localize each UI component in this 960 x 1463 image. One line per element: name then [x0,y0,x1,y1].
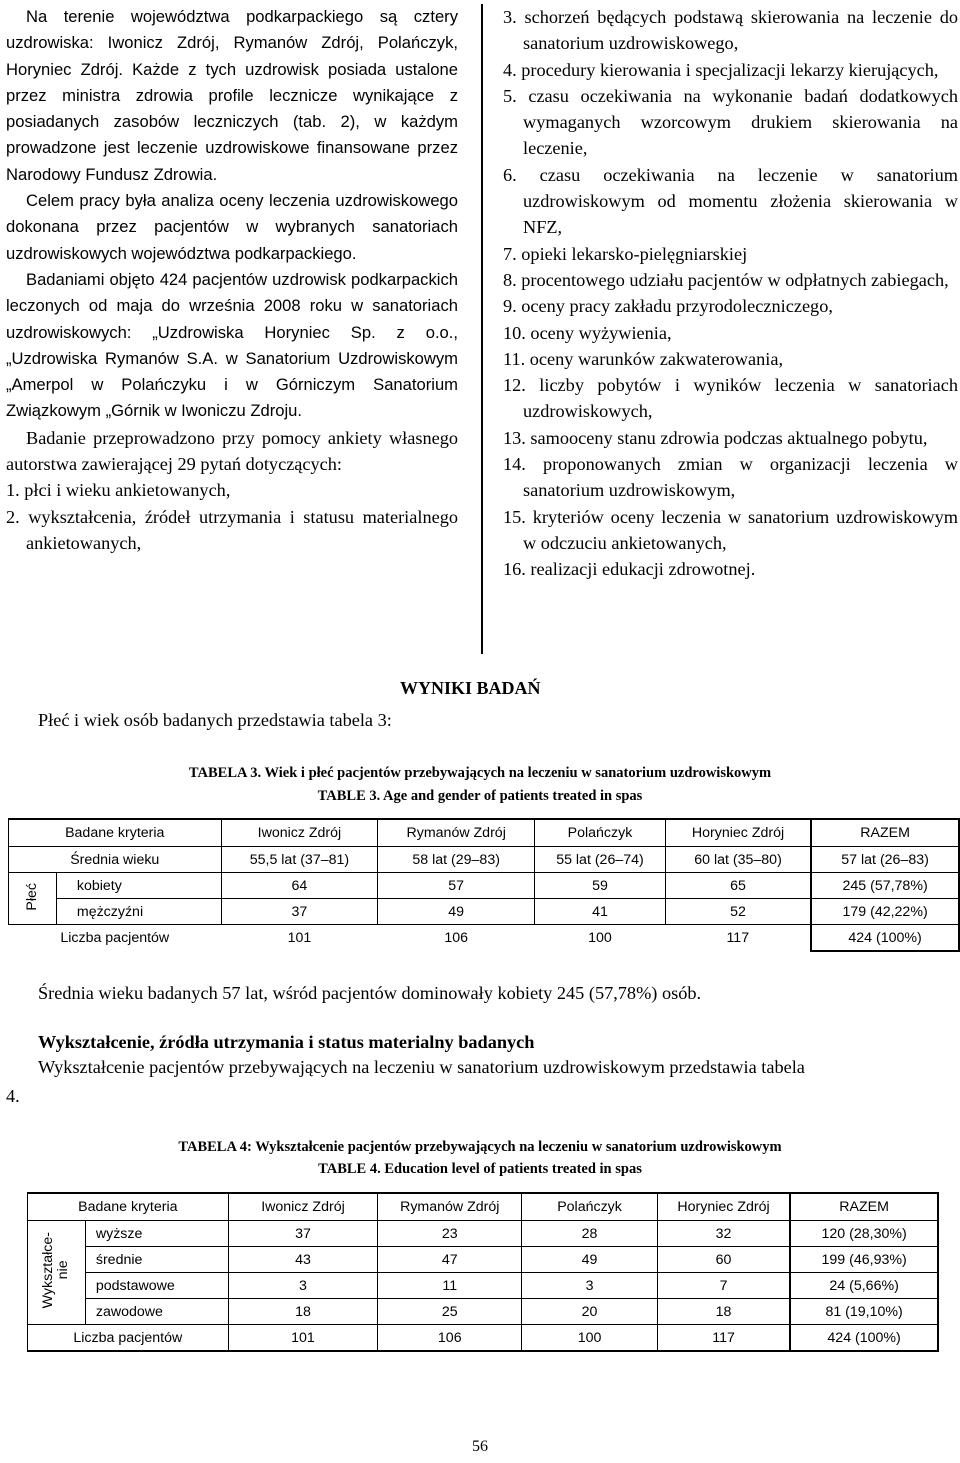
list-item: 10. oceny wyżywienia, [503,322,672,343]
header-cell: Polańczyk [522,1193,658,1221]
row-label: mężczyźni [56,899,221,925]
intro-paragraph: Na terenie województwa podkarpackiego są cztery uzdrowiska: Iwonicz Zdrój, Rymanów Zdrój, Polańczyk, Horyniec Zdrój. Każde z tych uzdrowisk posiada ustalone przez ministra zdrowia profile lecznicze wynikające z posiadanych zasobów leczniczych (tab. 2), w każdym prowadzone jest leczenie uzdrowiskowe finansowane przez Narodowy Fundusz Zdrowia. [6,7,458,184]
survey-paragraph: Badanie przeprowadzono przy pomocy ankiety własnego autorstwa zawierającej 29 pytań dotyczących: [6,427,458,475]
list-item: 12. liczby pobytów i wyników leczenia w sanatoriach uzdrowiskowych, [503,375,958,422]
header-cell: Badane kryteria [9,819,222,847]
table-row [28,1273,939,1299]
list-item: 5. czasu oczekiwania na wykonanie badań dodatkowych wymaganych wzorcowym drukiem skierowania na leczenie, [503,85,958,159]
table-cell: 65 [665,873,811,899]
table-cell: 49 [378,899,535,925]
list-item: 8. procentowego udziału pacjentów w odpłatnych zabiegach, [503,269,949,290]
table-cell: 3 [228,1273,378,1299]
row-label: kobiety [56,873,221,899]
row-label: zawodowe [85,1299,228,1325]
list-item: 11. oceny warunków zakwaterowania, [503,348,784,369]
table-cell: 199 (46,93%) [790,1247,938,1273]
table-cell: 43 [228,1247,378,1273]
table-cell: 59 [535,873,666,899]
table-row [28,1221,939,1247]
list-item: 2. wykształcenia, źródeł utrzymania i statusu materialnego ankietowanych, [6,506,458,553]
table-header-row [28,1193,939,1221]
table-cell: 3 [522,1273,658,1299]
results-heading: WYNIKI BADAŃ [400,678,541,698]
table-cell: 28 [522,1221,658,1247]
table-cell: 245 (57,78%) [811,873,959,899]
table-cell: 52 [665,899,811,925]
table-cell: 20 [522,1299,658,1325]
section-number: 4. [6,1086,20,1106]
table-row [9,847,960,873]
row-label: Średnia wieku [9,847,222,873]
table-cell: 101 [228,1325,378,1352]
table-cell: 60 lat (35–80) [665,847,811,873]
table-cell: 41 [535,899,666,925]
header-cell: RAZEM [811,819,959,847]
list-item: 7. opieki lekarsko-pielęgniarskiej [503,243,748,264]
group-label-cell [28,1221,86,1325]
table-header-row [9,819,960,847]
table-cell: 120 (28,30%) [790,1221,938,1247]
table-row [9,899,960,925]
table-cell: 101 [287,930,312,946]
header-cell: Rymanów Zdrój [378,1193,522,1221]
column-divider [481,4,483,654]
group-label: Wykształce- nie [40,1232,72,1309]
table-cell: 57 lat (26–83) [811,847,959,873]
row-label: średnie [85,1247,228,1273]
table-cell: 60 [657,1247,790,1273]
list-item: 16. realizacji edukacji zdrowotnej. [503,559,756,580]
methods-paragraph: Badaniami objęto 424 pacjentów uzdrowisk podkarpackich leczonych od maja do września 2008 roku w sanatoriach uzdrowiskowych: „Uzdrowiska Horyniec Sp. z o.o., „Uzdrowiska Rymanów S.A. w Sanatorium Uzdrowiskowym „Amerpol w Polańczyku i w Górniczym Sanatorium Związkowym „Górnik w Iwoniczu Zdroju. [6,269,458,421]
group-label: Płeć [23,882,40,911]
table-cell: 179 (42,22%) [811,899,959,925]
group-label-cell [9,873,57,925]
section-text: Wykształcenie pacjentów przebywających na leczeniu w sanatorium uzdrowiskowym przedstawia tabela [38,1057,805,1077]
row-label: podstawowe [85,1273,228,1299]
list-item: 4. procedury kierowania i specjalizacji lekarzy kierujących, [503,59,939,80]
table-cell: 55,5 lat (37–81) [221,847,378,873]
table-cell: 18 [228,1299,378,1325]
table-cell: 25 [378,1299,522,1325]
row-label: Liczba pacjentów [28,1325,229,1352]
table-cell: 424 (100%) [790,1325,938,1352]
section-heading: Wykształcenie, źródła utrzymania i status materialny badanych [38,1032,535,1052]
table-cell: 23 [378,1221,522,1247]
table-3 [8,818,960,952]
table-cell: 81 (19,10%) [790,1299,938,1325]
table-row [28,1299,939,1325]
table-total-row [28,1325,939,1352]
list-item: 9. oceny pracy zakładu przyrodoleczniczego, [503,296,833,317]
table-cell: 49 [522,1247,658,1273]
table-cell: 7 [657,1273,790,1299]
table-cell: 11 [378,1273,522,1299]
table-cell: 58 lat (29–83) [378,847,535,873]
table-cell: 106 [378,1325,522,1352]
row-label: wyższe [85,1221,228,1247]
table-cell: 64 [221,873,378,899]
row-label: Liczba pacjentów [60,930,170,946]
table-cell: 106 [444,930,469,946]
table-cell: 117 [726,930,750,946]
list-item: 3. schorzeń będących podstawą skierowania na leczenie do sanatorium uzdrowiskowego, [503,7,958,54]
header-cell: Badane kryteria [28,1193,229,1221]
table-cell: 55 lat (26–74) [535,847,666,873]
table-cell: 57 [378,873,535,899]
list-item: 14. proponowanych zmian w organizacji leczenia w sanatorium uzdrowiskowym, [503,454,958,501]
table-row [28,1247,939,1273]
table-cell: 37 [228,1221,378,1247]
table-cell: 37 [221,899,378,925]
list-item: 13. samooceny stanu zdrowia podczas aktualnego pobytu, [503,427,928,448]
table4-caption-en: TABLE 4. Education level of patients treated in spas [318,1161,642,1177]
table-cell: 117 [657,1325,790,1352]
table-4 [27,1192,939,1352]
table4-caption-pl: TABELA 4: Wykształcenie pacjentów przebywających na leczeniu w sanatorium uzdrowiskowym [178,1139,782,1155]
table3-caption-pl: TABELA 3. Wiek i płeć pacjentów przebywających na leczeniu w sanatorium uzdrowiskowym [188,765,772,781]
header-cell: Iwonicz Zdrój [221,819,378,847]
table-row [9,873,960,899]
header-cell: Horyniec Zdrój [665,819,811,847]
table-cell: 100 [588,930,612,946]
header-cell: Horyniec Zdrój [657,1193,790,1221]
list-item: 6. czasu oczekiwania na leczenie w sanatorium uzdrowiskowym od momentu złożenia skierowania w NFZ, [503,164,958,238]
table-cell: 18 [657,1299,790,1325]
table-cell: 100 [522,1325,658,1352]
table-cell: 24 (5,66%) [790,1273,938,1299]
list-item: 1. płci i wieku ankietowanych, [6,480,231,501]
table3-caption-en: TABLE 3. Age and gender of patients treated in spas [317,788,643,804]
header-cell: Rymanów Zdrój [378,819,535,847]
header-cell: Iwonicz Zdrój [228,1193,378,1221]
right-column [503,4,958,583]
header-cell: Polańczyk [535,819,666,847]
page-number: 56 [472,1438,488,1455]
header-cell: RAZEM [790,1193,938,1221]
table-cell: 47 [378,1247,522,1273]
summary-text: Średnia wieku badanych 57 lat, wśród pacjentów dominowały kobiety 245 (57,78%) osób. [38,983,702,1003]
table-cell: 424 (100%) [811,925,959,952]
aim-paragraph: Celem pracy była analiza oceny leczenia uzdrowiskowego dokonana przez pacjentów w wybranych sanatoriach uzdrowiskowych województwa podkarpackiego. [6,191,458,263]
left-column [6,4,458,556]
list-item: 15. kryteriów oceny leczenia w sanatorium uzdrowiskowym w odczuciu ankietowanych, [503,506,958,553]
table-total-row [9,925,960,952]
table-cell: 32 [657,1221,790,1247]
results-intro: Płeć i wiek osób badanych przedstawia tabela 3: [38,710,392,730]
